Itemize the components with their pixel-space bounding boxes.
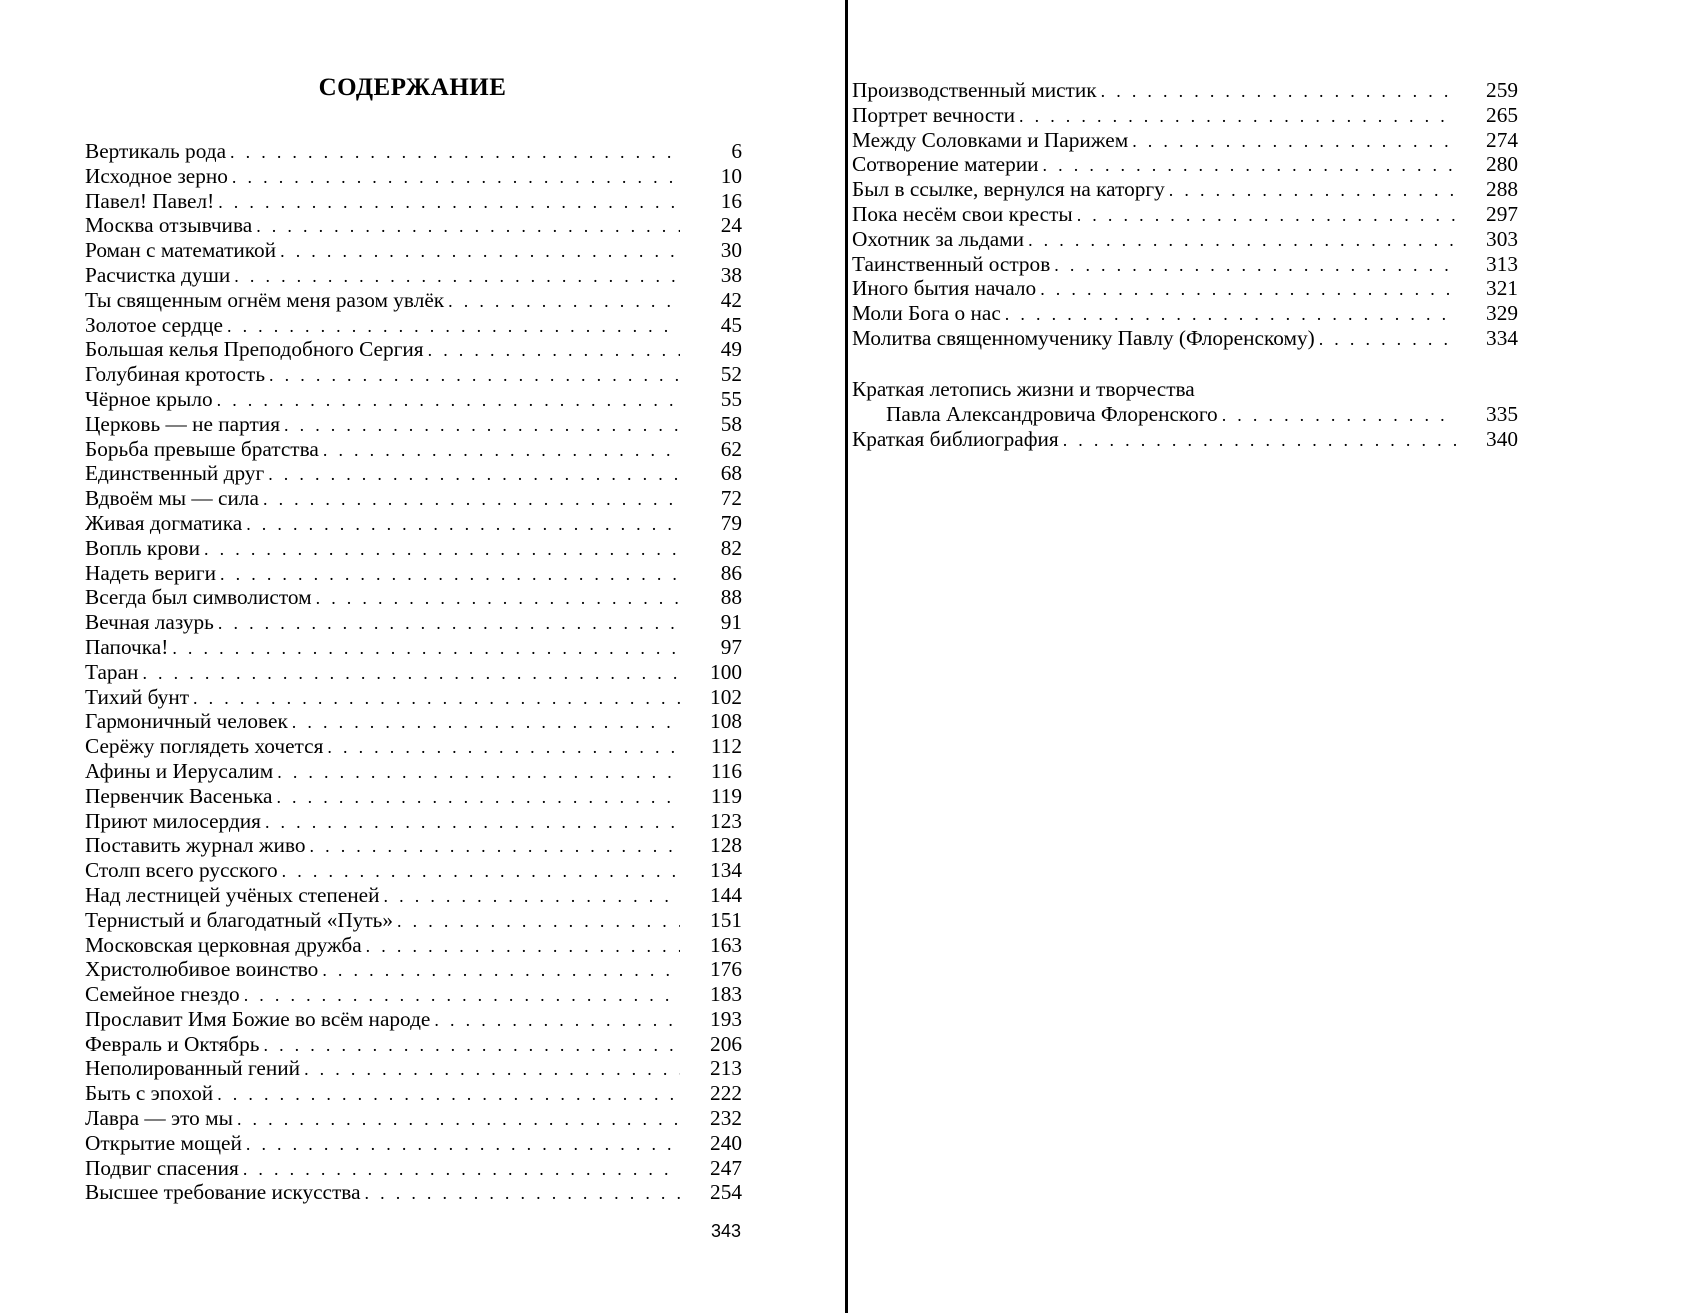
- toc-entry-title: Серёжу поглядеть хочется: [85, 734, 324, 759]
- toc-leader-dots: [263, 487, 680, 512]
- toc-leader-dots: [265, 810, 680, 835]
- toc-entry-page: 6: [731, 139, 742, 163]
- toc-entry-title: Был в ссылке, вернулся на каторгу: [852, 177, 1165, 202]
- toc-entry-page: 108: [710, 709, 742, 734]
- toc-leader-dots: [310, 834, 681, 859]
- toc-entry-page: 82: [720, 535, 742, 560]
- toc-leader-dots: [1169, 178, 1456, 203]
- toc-entry: [852, 177, 1518, 202]
- toc-entry-page: 334: [1486, 325, 1518, 350]
- toc-entry-title: Столп всего русского: [85, 858, 278, 883]
- toc-entry-page: 151: [710, 907, 742, 932]
- toc-entry-title: Производственный мистик: [852, 78, 1097, 102]
- toc-entry-title: Павла Александровича Флоренского: [886, 401, 1218, 426]
- toc-entry-title: Портрет вечности: [852, 102, 1015, 127]
- toc-entry: [852, 227, 1518, 252]
- toc-entry: [852, 326, 1518, 351]
- toc-entry-page: 62: [720, 436, 742, 461]
- toc-entry-page: 116: [710, 758, 742, 783]
- toc-entry: [85, 1156, 742, 1181]
- toc-entry: [85, 1007, 742, 1032]
- page-title: СОДЕРЖАНИЕ: [318, 74, 507, 101]
- toc-entry: [85, 337, 742, 362]
- toc-leader-dots: [366, 934, 680, 959]
- toc-leader-dots: [1043, 153, 1456, 178]
- toc-entry: [85, 784, 742, 809]
- toc-entry-title: Таран: [85, 659, 139, 684]
- toc-leader-dots: [276, 785, 680, 810]
- toc-entry-page: 38: [720, 262, 742, 287]
- toc-leader-dots: [256, 214, 680, 239]
- toc-entry-title: Вечная лазурь: [85, 610, 214, 635]
- toc-entry: [852, 152, 1518, 177]
- toc-entry-page: 280: [1486, 152, 1518, 177]
- toc-entry-page: 112: [710, 734, 742, 759]
- toc-entry: [85, 933, 742, 958]
- toc-leader-dots: [322, 958, 680, 983]
- toc-entry-page: 340: [1486, 426, 1518, 451]
- toc-entry-title: Вдвоём мы — сила: [85, 486, 259, 511]
- toc-entry-title: Лавра — это мы: [85, 1106, 233, 1131]
- toc-leader-dots: [365, 1181, 680, 1206]
- toc-entry-page: 313: [1486, 251, 1518, 276]
- toc-entry-title: Открытие мощей: [85, 1130, 242, 1155]
- toc-entry-title: Прославит Имя Божие во всём народе: [85, 1006, 431, 1031]
- toc-leader-dots: [244, 983, 680, 1008]
- toc-entry-page: 10: [720, 163, 742, 188]
- toc-list-left: [85, 139, 742, 1205]
- toc-entry-title: Семейное гнездо: [85, 982, 240, 1007]
- toc-entry: [85, 189, 742, 214]
- toc-entry: [85, 660, 742, 685]
- toc-appendix: [852, 377, 1518, 451]
- toc-entry: [85, 213, 742, 238]
- toc-entry-title: Борьба превыше братства: [85, 436, 319, 461]
- toc-entry-title: Афины и Иерусалим: [85, 758, 274, 783]
- toc-entry-title: Ты священным огнём меня разом увлёк: [85, 287, 445, 312]
- toc-leader-dots: [428, 338, 680, 363]
- toc-entry-page: 144: [710, 882, 742, 907]
- toc-leader-dots: [316, 586, 680, 611]
- toc-leader-dots: [282, 859, 680, 884]
- toc-leader-dots: [323, 438, 680, 463]
- right-page: [852, 0, 1685, 1313]
- toc-leader-dots: [217, 1082, 680, 1107]
- toc-entry-title: Краткая библиография: [852, 426, 1059, 451]
- toc-entry-title: Сотворение материи: [852, 152, 1039, 177]
- toc-leader-dots: [277, 760, 680, 785]
- toc-leader-dots: [1028, 228, 1456, 253]
- toc-entry-title: Вопль крови: [85, 535, 201, 560]
- toc-entry-title: Расчистка души: [85, 262, 231, 287]
- toc-entry-page: 254: [710, 1180, 742, 1205]
- toc-entry: [85, 1106, 742, 1131]
- toc-leader-dots: [397, 909, 680, 934]
- toc-entry-page: 88: [720, 585, 742, 610]
- toc-leader-dots: [227, 314, 680, 339]
- toc-entry: [85, 709, 742, 734]
- toc-entry-title: Гармоничный человек: [85, 709, 288, 734]
- toc-entry-title: Иного бытия начало: [852, 276, 1037, 301]
- toc-entry: [85, 511, 742, 536]
- toc-entry: [85, 809, 742, 834]
- page-number: 343: [710, 1221, 741, 1241]
- toc-entry: [85, 263, 742, 288]
- toc-leader-dots: [232, 165, 680, 190]
- toc-entry-title: Москва отзывчива: [85, 213, 253, 238]
- toc-entry: [852, 128, 1518, 153]
- toc-entry-title: Подвиг спасения: [85, 1155, 239, 1180]
- toc-entry-page: 288: [1486, 177, 1518, 202]
- toc-entry: [852, 78, 1518, 103]
- toc-leader-dots: [230, 140, 680, 165]
- toc-leader-dots: [280, 239, 680, 264]
- toc-entry: [85, 833, 742, 858]
- toc-entry-page: 119: [710, 783, 742, 808]
- toc-entry-page: 30: [720, 238, 742, 263]
- toc-leader-dots: [263, 1033, 680, 1058]
- toc-entry-page: 297: [1486, 201, 1518, 226]
- toc-entry-title: Вертикаль рода: [85, 139, 227, 163]
- toc-entry-page: 213: [710, 1056, 742, 1081]
- toc-leader-dots: [218, 611, 680, 636]
- toc-entry-page: 58: [720, 411, 742, 436]
- toc-entry: [852, 276, 1518, 301]
- toc-entry-page: 335: [1486, 401, 1518, 426]
- toc-leader-dots: [193, 686, 680, 711]
- toc-entry-page: 45: [720, 312, 742, 337]
- toc-entry-title: Папочка!: [85, 634, 169, 659]
- toc-entry-page: 206: [710, 1031, 742, 1056]
- toc-leader-dots: [304, 1057, 680, 1082]
- toc-leader-dots: [284, 413, 680, 438]
- toc-leader-dots: [434, 1008, 680, 1033]
- toc-leader-dots: [384, 884, 680, 909]
- toc-entry-title: Молитва священномученику Павлу (Флоренскому): [852, 325, 1315, 350]
- toc-entry: [85, 759, 742, 784]
- toc-entry-page: 222: [710, 1081, 742, 1106]
- toc-entry: [85, 982, 742, 1007]
- toc-entry: [85, 387, 742, 412]
- toc-entry-page: 123: [710, 808, 742, 833]
- toc-leader-dots: [1101, 79, 1456, 104]
- toc-entry: [85, 313, 742, 338]
- toc-entry-page: 259: [1486, 78, 1518, 102]
- toc-entry: [85, 858, 742, 883]
- toc-entry-page: 102: [710, 684, 742, 709]
- toc-entry-page: 100: [710, 659, 742, 684]
- toc-entry-title: Голубиная кротость: [85, 362, 266, 387]
- toc-leader-dots: [1077, 203, 1456, 228]
- toc-entry: [85, 139, 742, 164]
- toc-entry-title: Надеть вериги: [85, 560, 217, 585]
- toc-entry: [85, 635, 742, 660]
- toc-entry-page: 274: [1486, 127, 1518, 152]
- toc-entry: [852, 202, 1518, 227]
- toc-leader-dots: [1019, 104, 1456, 129]
- toc-entry: [852, 103, 1518, 128]
- toc-entry-title: Февраль и Октябрь: [85, 1031, 260, 1056]
- toc-entry-title: Чёрное крыло: [85, 386, 213, 411]
- toc-entry: [85, 1131, 742, 1156]
- toc-entry: [85, 883, 742, 908]
- toc-entry-title: Поставить журнал живо: [85, 833, 306, 858]
- toc-entry-title: Между Соловками и Парижем: [852, 127, 1129, 152]
- toc-entry-chronicle: [852, 402, 1518, 427]
- toc-leader-dots: [217, 388, 680, 413]
- toc-entry-page: 86: [720, 560, 742, 585]
- toc-entry: [85, 288, 742, 313]
- toc-entry-page: 240: [710, 1130, 742, 1155]
- toc-leader-dots: [327, 735, 680, 760]
- toc-entry-page: 91: [720, 610, 742, 635]
- toc-entry-title: Роман с математикой: [85, 238, 277, 263]
- toc-entry-title: Павел! Павел!: [85, 188, 215, 213]
- toc-entry-title: Пока несём свои кресты: [852, 201, 1073, 226]
- toc-leader-dots: [269, 363, 680, 388]
- toc-leader-dots: [220, 562, 680, 587]
- toc-entry-title: Приют милосердия: [85, 808, 261, 833]
- toc-leader-dots: [172, 636, 680, 661]
- page-divider: [845, 0, 848, 1313]
- toc-entry: [85, 1032, 742, 1057]
- toc-entry-page: 128: [710, 833, 742, 858]
- toc-leader-dots: [1222, 403, 1456, 428]
- toc-entry-page: 232: [710, 1106, 742, 1131]
- toc-entry-title: Охотник за льдами: [852, 226, 1025, 251]
- toc-entry: [85, 685, 742, 710]
- chronicle-title-line1: Краткая летопись жизни и творчества: [852, 377, 1195, 401]
- toc-entry-title: Единственный друг: [85, 461, 265, 486]
- toc-entry-page: 72: [720, 486, 742, 511]
- toc-entry: [85, 1180, 742, 1205]
- toc-leader-dots: [204, 537, 680, 562]
- toc-entry: [85, 536, 742, 561]
- toc-leader-dots: [246, 512, 680, 537]
- toc-entry-page: 55: [720, 386, 742, 411]
- toc-entry: [85, 1081, 742, 1106]
- toc-entry-page: 49: [720, 337, 742, 362]
- toc-entry-title: Московская церковная дружба: [85, 932, 362, 957]
- toc-entry: [85, 561, 742, 586]
- toc-entry-title: Христолюбивое воинство: [85, 957, 319, 982]
- toc-leader-dots: [142, 661, 680, 686]
- toc-entry-title: Высшее требование искусства: [85, 1180, 361, 1205]
- toc-entry-page: 329: [1486, 301, 1518, 326]
- toc-leader-dots: [1063, 428, 1456, 453]
- toc-entry: [85, 1056, 742, 1081]
- toc-leader-dots: [237, 1107, 680, 1132]
- toc-entry-title: Тернистый и благодатный «Путь»: [85, 907, 394, 932]
- toc-leader-dots: [1040, 277, 1456, 302]
- toc-entry: [852, 252, 1518, 277]
- toc-entry-page: 52: [720, 362, 742, 387]
- toc-entry-page: 42: [720, 287, 742, 312]
- toc-entry-title: Быть с эпохой: [85, 1081, 214, 1106]
- toc-entry-page: 193: [710, 1006, 742, 1031]
- toc-entry: [85, 164, 742, 189]
- toc-entry-page: 163: [710, 932, 742, 957]
- toc-entry-title: Тихий бунт: [85, 684, 190, 709]
- toc-entry-title: Неполированный гений: [85, 1056, 301, 1081]
- toc-entry-page: 97: [720, 634, 742, 659]
- toc-entry-page: 24: [720, 213, 742, 238]
- toc-entry-title: Первенчик Васенька: [85, 783, 273, 808]
- toc-leader-dots: [246, 1132, 680, 1157]
- toc-entry-page: 183: [710, 982, 742, 1007]
- toc-entry-title: Таинственный остров: [852, 251, 1051, 276]
- toc-entry: [85, 610, 742, 635]
- toc-entry: [85, 957, 742, 982]
- toc-entry: [85, 437, 742, 462]
- toc-entry-page: 303: [1486, 226, 1518, 251]
- toc-entry-title: Живая догматика: [85, 510, 243, 535]
- toc-entry-title: Моли Бога о нас: [852, 301, 1001, 326]
- toc-entry-bibliography: [852, 427, 1518, 452]
- toc-entry: [85, 238, 742, 263]
- toc-entry-page: 265: [1486, 102, 1518, 127]
- toc-entry-title: Исходное зерно: [85, 163, 228, 188]
- toc-leader-dots: [218, 190, 680, 215]
- toc-entry-title: Всегда был символистом: [85, 585, 312, 610]
- toc-entry: [85, 734, 742, 759]
- toc-leader-dots: [243, 1157, 680, 1182]
- toc-leader-dots: [268, 462, 680, 487]
- toc-entry-page: 176: [710, 957, 742, 982]
- toc-list-right: [852, 78, 1518, 351]
- toc-entry: [85, 362, 742, 387]
- toc-leader-dots: [448, 289, 680, 314]
- toc-entry-page: 134: [710, 858, 742, 883]
- toc-entry-title: Большая келья Преподобного Сергия: [85, 337, 424, 362]
- toc-entry-title: Золотое сердце: [85, 312, 223, 337]
- toc-leader-dots: [1005, 302, 1456, 327]
- toc-leader-dots: [1054, 253, 1456, 278]
- toc-leader-dots: [292, 710, 680, 735]
- toc-entry-page: 247: [710, 1155, 742, 1180]
- toc-entry: [85, 585, 742, 610]
- toc-leader-dots: [1319, 327, 1456, 352]
- toc-entry-page: 16: [720, 188, 742, 213]
- toc-entry-page: 68: [720, 461, 742, 486]
- toc-entry: [85, 486, 742, 511]
- toc-entry-title: Над лестницей учёных степеней: [85, 882, 380, 907]
- toc-entry: [85, 412, 742, 437]
- toc-entry-page: 321: [1486, 276, 1518, 301]
- toc-leader-dots: [234, 264, 680, 289]
- toc-entry: [85, 461, 742, 486]
- toc-entry-page: 79: [720, 510, 742, 535]
- toc-entry: [85, 908, 742, 933]
- toc-entry: [852, 301, 1518, 326]
- toc-leader-dots: [1132, 129, 1456, 154]
- toc-entry-title: Церковь — не партия: [85, 411, 280, 436]
